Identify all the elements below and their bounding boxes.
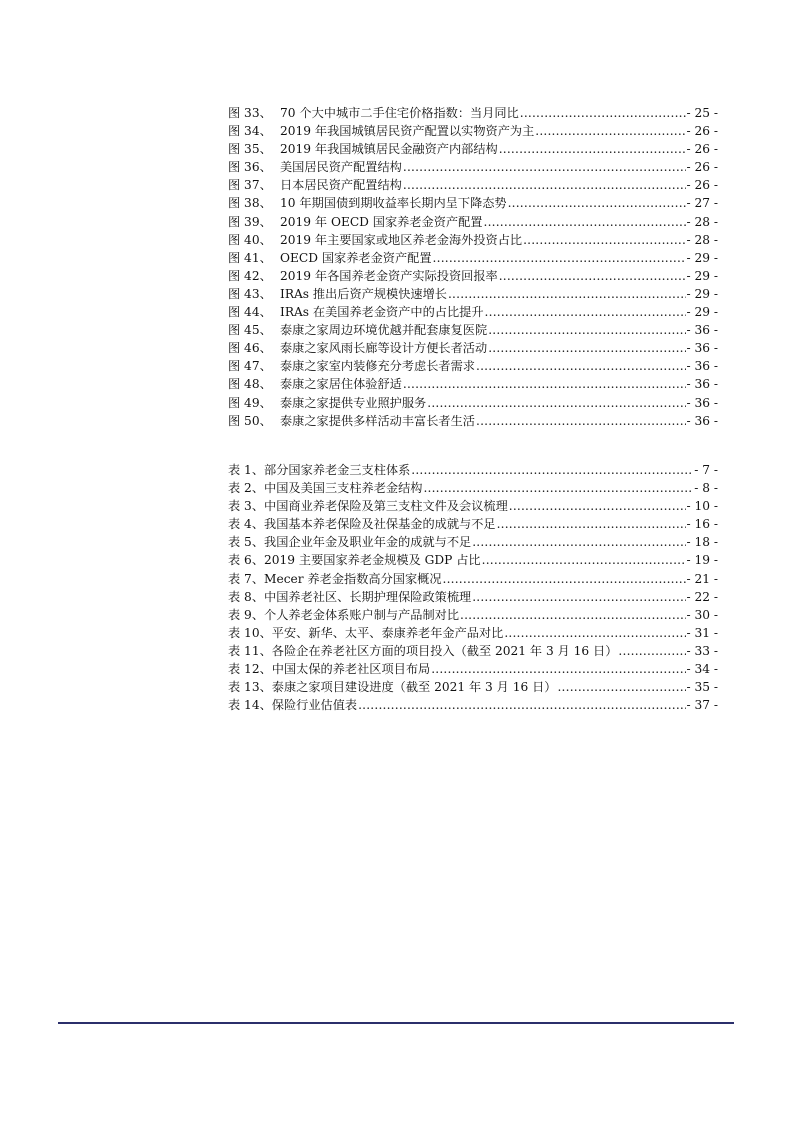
table-entry[interactable] <box>228 588 718 606</box>
figure-entry-label: 图 37、 <box>228 178 272 193</box>
dot-leader <box>476 357 686 375</box>
table-entry-label: 表 14、 <box>228 698 272 713</box>
table-entry-label: 表 4、 <box>228 517 265 532</box>
table-entry[interactable] <box>228 515 718 533</box>
figure-entry[interactable] <box>228 267 718 285</box>
dot-leader <box>618 642 685 660</box>
table-entry-title: Mecer 养老金指数高分国家概况 <box>264 571 442 586</box>
figure-entry-label: 图 42、 <box>228 268 272 283</box>
figure-entry-label: 图 38、 <box>228 196 272 211</box>
figure-entry-label: 图 43、 <box>228 286 272 301</box>
figure-entry-label: 图 33、 <box>228 106 272 120</box>
figure-entry[interactable] <box>228 213 718 231</box>
table-entry[interactable] <box>228 479 718 497</box>
table-entry-title: 部分国家养老金三支柱体系 <box>264 463 411 477</box>
table-entry[interactable] <box>228 696 718 714</box>
figure-entry-title: 泰康之家室内装修充分考虑长者需求 <box>280 359 475 374</box>
footer-rule <box>58 1022 734 1024</box>
dot-leader <box>520 104 686 122</box>
table-entry-title: 平安、新华、太平、泰康养老年金产品对比 <box>271 625 504 640</box>
table-entry[interactable] <box>228 570 718 588</box>
figure-entry-title: 泰康之家风雨长廊等设计方便长者活动 <box>280 341 488 356</box>
table-entry-page: - 21 - <box>686 571 718 586</box>
figure-entry-label: 图 45、 <box>228 323 272 338</box>
figure-entry-title: 10 年期国债到期收益率长期内呈下降态势 <box>280 196 507 211</box>
table-entry-label: 表 9、 <box>228 607 265 622</box>
table-entry-title: 保险行业估值表 <box>271 698 358 713</box>
table-entry[interactable] <box>228 624 718 642</box>
dot-leader <box>484 213 686 231</box>
dot-leader <box>476 412 686 430</box>
figure-entry-page: - 26 - <box>686 124 718 139</box>
figure-entry-label: 图 48、 <box>228 377 272 392</box>
figure-entry-title: 2019 年 OECD 国家养老金资产配置 <box>280 214 483 229</box>
figure-entry[interactable] <box>228 285 718 303</box>
figure-entry[interactable] <box>228 412 718 430</box>
dot-leader <box>482 551 686 569</box>
dot-leader <box>423 479 693 497</box>
figure-entry-page: - 26 - <box>686 178 718 193</box>
figure-entry-title: 泰康之家居住体验舒适 <box>280 377 402 392</box>
table-entry[interactable] <box>228 461 718 479</box>
dot-leader <box>488 339 685 357</box>
dot-leader <box>472 588 685 606</box>
figure-entry-title: 美国居民资产配置结构 <box>280 160 402 175</box>
table-entry-page: - 35 - <box>686 680 718 695</box>
figure-entry-page: - 27 - <box>686 196 718 211</box>
figure-entry-title: OECD 国家养老金资产配置 <box>280 250 432 265</box>
figure-entry[interactable] <box>228 122 718 140</box>
dot-leader <box>358 696 685 714</box>
figure-entry[interactable] <box>228 104 718 122</box>
figure-entry-title: 70 个大中城市二手住宅价格指数：当月同比 <box>280 106 519 120</box>
figure-entry[interactable] <box>228 375 718 393</box>
table-entry-title: 各险企在养老社区方面的项目投入（截至 2021 年 3 月 16 日） <box>271 643 618 658</box>
table-entry-title: 中国太保的养老社区项目布局 <box>271 662 431 677</box>
figure-entry[interactable] <box>228 339 718 357</box>
dot-leader <box>403 375 686 393</box>
figure-entry-label: 图 50、 <box>228 413 272 428</box>
table-entry-page: - 30 - <box>686 607 718 622</box>
dot-leader <box>433 249 686 267</box>
figure-entry-label: 图 41、 <box>228 250 272 265</box>
figure-entry-label: 图 34、 <box>228 124 272 139</box>
figure-entry[interactable] <box>228 176 718 194</box>
dot-leader <box>508 194 686 212</box>
table-entry-label: 表 2、 <box>228 481 265 496</box>
table-entry-title: 中国商业养老保险及第三支柱文件及会议梳理 <box>264 499 508 514</box>
dot-leader <box>443 570 686 588</box>
table-entry-page: - 31 - <box>686 625 718 640</box>
table-entry[interactable] <box>228 678 718 696</box>
figure-entry-label: 图 46、 <box>228 341 272 356</box>
dot-leader <box>485 303 686 321</box>
table-entry-page: - 37 - <box>686 698 718 713</box>
figure-entry-title: 2019 年我国城镇居民金融资产内部结构 <box>280 142 498 157</box>
table-entry-label: 表 13、 <box>228 680 272 695</box>
dot-leader <box>460 606 685 624</box>
table-entry-label: 表 10、 <box>228 625 272 640</box>
table-entry-label: 表 8、 <box>228 589 265 604</box>
table-entry-title: 我国企业年金及职业年金的成就与不足 <box>264 535 472 550</box>
dot-leader <box>523 231 685 249</box>
table-entry-label: 表 5、 <box>228 535 265 550</box>
figure-entry-label: 图 44、 <box>228 305 272 320</box>
figure-entry[interactable] <box>228 394 718 412</box>
figure-entry-label: 图 40、 <box>228 232 272 247</box>
figure-entry-page: - 36 - <box>686 323 718 338</box>
table-entry[interactable] <box>228 533 718 551</box>
figure-entry-title: 2019 年各国养老金资产实际投资回报率 <box>280 268 498 283</box>
figure-entry-page: - 36 - <box>686 377 718 392</box>
dot-leader <box>499 267 686 285</box>
table-entry[interactable] <box>228 497 718 515</box>
dot-leader <box>509 497 686 515</box>
table-entry-page: - 10 - <box>686 499 718 514</box>
dot-leader <box>403 158 686 176</box>
figure-entry-label: 图 36、 <box>228 160 272 175</box>
figure-entry-page: - 29 - <box>686 305 718 320</box>
figure-entry-title: 2019 年主要国家或地区养老金海外投资占比 <box>280 232 523 247</box>
dot-leader <box>403 176 686 194</box>
table-entry-label: 表 6、 <box>228 553 265 568</box>
figure-entry-title: 2019 年我国城镇居民资产配置以实物资产为主 <box>280 124 535 139</box>
figure-entry-page: - 26 - <box>686 142 718 157</box>
figure-entry-page: - 36 - <box>686 395 718 410</box>
figure-entry-title: 泰康之家提供专业照护服务 <box>280 395 427 410</box>
figure-entry[interactable] <box>228 231 718 249</box>
figure-entry-page: - 36 - <box>686 413 718 428</box>
table-entry-page: - 18 - <box>686 535 718 550</box>
figure-entry-page: - 28 - <box>686 232 718 247</box>
figure-entry-label: 图 39、 <box>228 214 272 229</box>
dot-leader <box>497 515 686 533</box>
table-entry[interactable] <box>228 660 718 678</box>
figure-entry[interactable] <box>228 321 718 339</box>
table-entry-page: - 33 - <box>686 643 718 658</box>
dot-leader <box>411 461 693 479</box>
dot-leader <box>535 122 685 140</box>
table-entry-page: - 22 - <box>686 589 718 604</box>
table-entry[interactable] <box>228 551 718 569</box>
table-entry[interactable] <box>228 606 718 624</box>
figure-entry-page: - 29 - <box>686 250 718 265</box>
figure-list <box>228 104 718 430</box>
table-entry-title: 中国养老社区、长期护理保险政策梳理 <box>264 589 472 604</box>
figure-entry[interactable] <box>228 249 718 267</box>
table-entry-label: 表 11、 <box>228 643 272 658</box>
figure-entry-page: - 36 - <box>686 359 718 374</box>
dot-leader <box>431 660 685 678</box>
table-entry-page: - 34 - <box>686 662 718 677</box>
table-entry-label: 表 7、 <box>228 571 265 586</box>
dot-leader <box>499 140 686 158</box>
figure-entry[interactable] <box>228 303 718 321</box>
figure-entry-page: - 29 - <box>686 268 718 283</box>
figure-entry-page: - 28 - <box>686 214 718 229</box>
table-entry-label: 表 1、 <box>228 463 265 477</box>
figure-entry-title: 泰康之家周边环境优越并配套康复医院 <box>280 323 488 338</box>
figure-entry-title: IRAs 推出后资产规模快速增长 <box>280 286 447 301</box>
dot-leader <box>448 285 686 303</box>
figure-entry-title: 泰康之家提供多样活动丰富长者生活 <box>280 413 475 428</box>
table-entry-title: 泰康之家项目建设进度（截至 2021 年 3 月 16 日） <box>271 680 557 695</box>
figure-entry-label: 图 35、 <box>228 142 272 157</box>
figure-entry-page: - 36 - <box>686 341 718 356</box>
table-entry-label: 表 3、 <box>228 499 265 514</box>
figure-entry[interactable] <box>228 357 718 375</box>
figure-entry[interactable] <box>228 194 718 212</box>
table-entry-page: - 7 - <box>694 463 718 477</box>
table-entry-label: 表 12、 <box>228 662 272 677</box>
dot-leader <box>427 394 685 412</box>
table-entry-title: 个人养老金体系账户制与产品制对比 <box>264 607 460 622</box>
figure-entry-label: 图 49、 <box>228 395 272 410</box>
figure-entry-label: 图 47、 <box>228 359 272 374</box>
dot-leader <box>504 624 685 642</box>
figure-entry-page: - 26 - <box>686 160 718 175</box>
table-entry-title: 我国基本养老保险及社保基金的成就与不足 <box>264 517 496 532</box>
table-entry-page: - 19 - <box>686 553 718 568</box>
dot-leader <box>472 533 685 551</box>
table-entry[interactable] <box>228 642 718 660</box>
table-entry-title: 中国及美国三支柱养老金结构 <box>264 481 423 496</box>
figure-entry[interactable] <box>228 140 718 158</box>
table-list <box>228 461 718 714</box>
figure-entry-page: - 29 - <box>686 286 718 301</box>
figure-entry-title: 日本居民资产配置结构 <box>280 178 402 193</box>
dot-leader <box>488 321 685 339</box>
figure-entry[interactable] <box>228 158 718 176</box>
figure-entry-title: IRAs 在美国养老金资产中的占比提升 <box>280 305 484 320</box>
table-entry-title: 2019 主要国家养老金规模及 GDP 占比 <box>264 553 481 568</box>
figure-entry-page: - 25 - <box>686 106 718 120</box>
table-entry-page: - 8 - <box>694 481 718 496</box>
table-entry-page: - 16 - <box>686 517 718 532</box>
dot-leader <box>557 678 685 696</box>
